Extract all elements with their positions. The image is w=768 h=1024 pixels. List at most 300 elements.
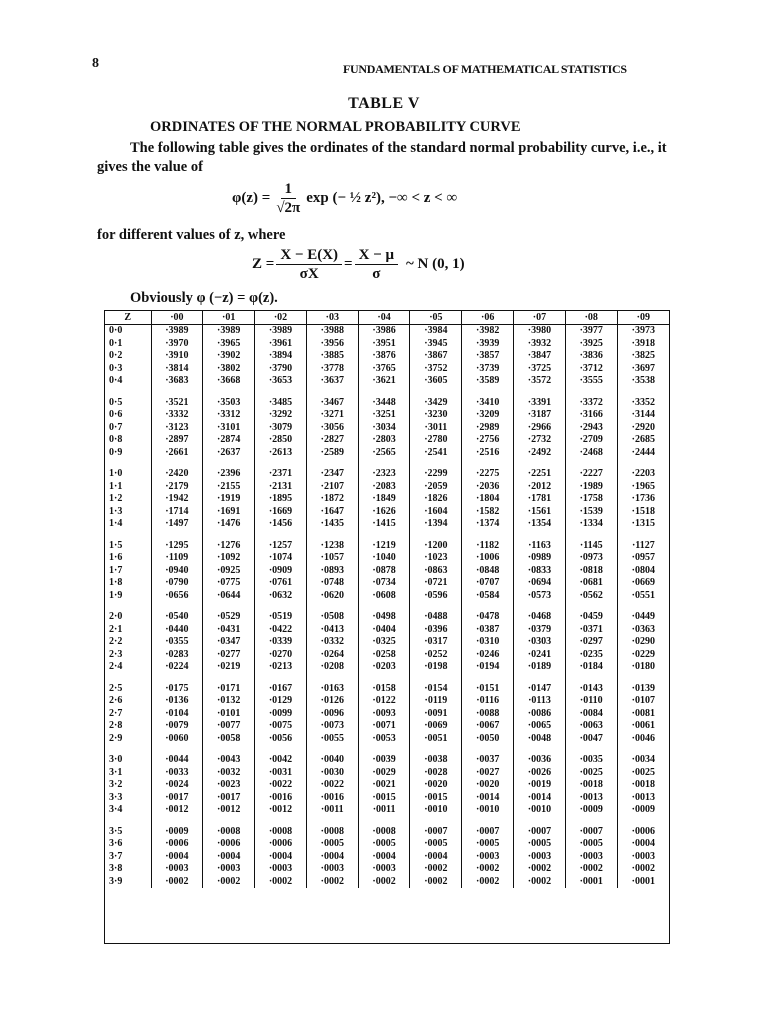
z-value-cell: 1·3	[109, 505, 123, 517]
table-row	[105, 447, 669, 460]
ordinate-cell: ·2371	[255, 459, 307, 481]
ordinate-cell: ·0060	[151, 733, 203, 746]
ordinate-cell: ·1257	[255, 531, 307, 553]
ordinate-cell: ·0016	[306, 792, 358, 805]
table-row	[105, 863, 669, 876]
ordinate-cell: ·0002	[410, 863, 462, 876]
ordinate-cell: ·0017	[151, 792, 203, 805]
ordinate-cell: ·0034	[617, 745, 669, 767]
ordinate-cell: ·0136	[151, 695, 203, 708]
page-number: 8	[92, 56, 99, 71]
ordinate-cell: ·0229	[617, 649, 669, 662]
ordinate-cell: ·2874	[203, 434, 255, 447]
table-row	[105, 577, 669, 590]
ordinate-cell: ·0413	[306, 624, 358, 637]
ordinate-cell: ·3056	[306, 422, 358, 435]
ordinate-cell: ·0790	[151, 577, 203, 590]
ordinate-cell: ·0021	[358, 779, 410, 792]
ordinate-cell: ·0562	[565, 590, 617, 603]
ordinate-cell: ·0005	[306, 838, 358, 851]
formula2-equals: =	[344, 256, 353, 272]
ordinate-cell: ·1561	[514, 506, 566, 519]
ordinate-cell: ·0893	[306, 565, 358, 578]
symmetry-note: Obviously φ (−z) = φ(z).	[130, 290, 278, 306]
ordinate-cell: ·0047	[565, 733, 617, 746]
ordinate-cell: ·3589	[462, 375, 514, 388]
ordinate-cell: ·3989	[255, 325, 307, 338]
z-value-cell: 3·5	[109, 825, 123, 837]
ordinate-cell: ·2709	[565, 434, 617, 447]
ordinate-cell: ·0129	[255, 695, 307, 708]
ordinate-cell: ·2227	[565, 459, 617, 481]
ordinate-cell: ·0001	[617, 876, 669, 889]
ordinate-cell: ·0018	[617, 779, 669, 792]
ordinate-cell: ·0035	[565, 745, 617, 767]
z-value-cell: 0·0	[109, 325, 123, 336]
ordinate-cell: ·2107	[306, 481, 358, 494]
ordinate-cell: ·0371	[565, 624, 617, 637]
formula2-rhs: ~ N (0, 1)	[405, 256, 465, 272]
column-header: ·05	[410, 311, 462, 325]
ordinate-cell: ·0707	[462, 577, 514, 590]
ordinate-cell: ·0113	[514, 695, 566, 708]
ordinate-cell: ·0002	[410, 876, 462, 889]
ordinate-cell: ·1804	[462, 493, 514, 506]
ordinate-cell: ·0016	[255, 792, 307, 805]
ordinate-cell: ·1145	[565, 531, 617, 553]
ordinate-cell: ·0004	[358, 851, 410, 864]
table-row	[105, 350, 669, 363]
ordinate-cell: ·1714	[151, 506, 203, 519]
ordinate-cell: ·0761	[255, 577, 307, 590]
z-value-cell: 2·0	[109, 611, 123, 622]
ordinate-cell: ·0404	[358, 624, 410, 637]
ordinate-cell: ·1497	[151, 518, 203, 531]
ordinate-cell: ·0449	[617, 602, 669, 624]
ordinate-cell: ·3836	[565, 350, 617, 363]
ordinate-cell: ·3209	[462, 409, 514, 422]
ordinate-cell: ·1057	[306, 552, 358, 565]
ordinate-cell: ·0061	[617, 720, 669, 733]
ordinate-cell: ·0058	[203, 733, 255, 746]
ordinate-cell: ·0184	[565, 661, 617, 674]
ordinate-cell: ·0036	[514, 745, 566, 767]
ordinate-cell: ·0025	[565, 767, 617, 780]
table-row	[105, 817, 669, 839]
ordinate-cell: ·0005	[358, 838, 410, 851]
ordinate-cell: ·0012	[203, 804, 255, 817]
ordinate-cell: ·0004	[617, 838, 669, 851]
ordinate-cell: ·0363	[617, 624, 669, 637]
ordinate-cell: ·0020	[410, 779, 462, 792]
z-value-cell: 3·2	[109, 779, 123, 790]
z-value-cell: 0·8	[109, 434, 123, 445]
formula2-lhs: Z =	[252, 256, 275, 272]
ordinate-cell: ·0002	[358, 876, 410, 889]
ordinate-cell: ·0006	[617, 817, 669, 839]
ordinate-cell: ·2036	[462, 481, 514, 494]
ordinate-cell: ·0056	[255, 733, 307, 746]
ordinate-cell: ·0632	[255, 590, 307, 603]
ordinate-cell: ·3918	[617, 338, 669, 351]
ordinate-cell: ·0075	[255, 720, 307, 733]
ordinate-cell: ·1238	[306, 531, 358, 553]
ordinate-cell: ·1295	[151, 531, 203, 553]
ordinate-cell: ·3697	[617, 363, 669, 376]
ordinate-cell: ·3945	[410, 338, 462, 351]
ordinate-cell: ·2732	[514, 434, 566, 447]
ordinate-cell: ·0804	[617, 565, 669, 578]
ordinate-cell: ·0107	[617, 695, 669, 708]
table-row	[105, 481, 669, 494]
ordinate-cell: ·0005	[462, 838, 514, 851]
ordinate-cell: ·3939	[462, 338, 514, 351]
table-row	[105, 708, 669, 721]
column-header: ·06	[462, 311, 514, 325]
ordinate-cell: ·0478	[462, 602, 514, 624]
ordinate-cell: ·2347	[306, 459, 358, 481]
ordinate-cell: ·1539	[565, 506, 617, 519]
ordinate-cell: ·2444	[617, 447, 669, 460]
ordinate-cell: ·0003	[462, 851, 514, 864]
ordinate-cell: ·0006	[151, 838, 203, 851]
table-row	[105, 792, 669, 805]
ordinate-cell: ·0198	[410, 661, 462, 674]
ordinate-cell: ·1394	[410, 518, 462, 531]
ordinate-cell: ·1109	[151, 552, 203, 565]
ordinate-cell: ·0006	[203, 838, 255, 851]
formula2-fraction-2	[355, 246, 398, 283]
ordinate-cell: ·1023	[410, 552, 462, 565]
ordinate-cell: ·0039	[358, 745, 410, 767]
ordinate-cell: ·0151	[462, 674, 514, 696]
ordinate-cell: ·0573	[514, 590, 566, 603]
ordinate-cell: ·0529	[203, 602, 255, 624]
ordinate-cell: ·3876	[358, 350, 410, 363]
ordinate-cell: ·1182	[462, 531, 514, 553]
ordinate-cell: ·0584	[462, 590, 514, 603]
ordinate-cell: ·2920	[617, 422, 669, 435]
ordinate-cell: ·0270	[255, 649, 307, 662]
ordinate-cell: ·1647	[306, 506, 358, 519]
ordinate-cell: ·1826	[410, 493, 462, 506]
ordinate-cell: ·1942	[151, 493, 203, 506]
ordinate-cell: ·0033	[151, 767, 203, 780]
ordinate-cell: ·0032	[203, 767, 255, 780]
ordinate-cell: ·1374	[462, 518, 514, 531]
ordinate-cell: ·0957	[617, 552, 669, 565]
ordinate-cell: ·0387	[462, 624, 514, 637]
column-header: ·04	[358, 311, 410, 325]
ordinate-cell: ·0203	[358, 661, 410, 674]
z-value-cell: 2·8	[109, 720, 123, 731]
ordinate-cell: ·3637	[306, 375, 358, 388]
ordinate-cell: ·2420	[151, 459, 203, 481]
z-value-cell: 2·4	[109, 661, 123, 672]
table-row	[105, 779, 669, 792]
ordinate-cell: ·0163	[306, 674, 358, 696]
ordinate-cell: ·3521	[151, 388, 203, 410]
z-value-cell: 3·8	[109, 863, 123, 874]
ordinate-cell: ·1092	[203, 552, 255, 565]
table-row	[105, 720, 669, 733]
z-value-cell: 0·5	[109, 396, 123, 408]
table-row	[105, 661, 669, 674]
z-value-cell: 2·7	[109, 707, 123, 719]
ordinate-cell: ·3503	[203, 388, 255, 410]
ordinate-cell: ·2203	[617, 459, 669, 481]
ordinate-cell: ·0002	[514, 863, 566, 876]
ordinate-cell: ·0110	[565, 695, 617, 708]
ordinate-cell: ·0091	[410, 708, 462, 721]
ordinate-cell: ·0139	[617, 674, 669, 696]
ordinate-cell: ·3166	[565, 409, 617, 422]
ordinate-cell: ·3988	[306, 325, 358, 338]
ordinate-cell: ·0031	[255, 767, 307, 780]
z-value-cell: 1·9	[109, 589, 123, 601]
ordinate-cell: ·3555	[565, 375, 617, 388]
z-value-cell: 0·3	[109, 362, 123, 374]
ordinate-cell: ·3187	[514, 409, 566, 422]
ordinate-cell: ·0065	[514, 720, 566, 733]
ordinate-cell: ·0002	[255, 876, 307, 889]
ordinate-cell: ·3271	[306, 409, 358, 422]
table-row	[105, 506, 669, 519]
ordinate-cell: ·0194	[462, 661, 514, 674]
ordinate-cell: ·3790	[255, 363, 307, 376]
z-value-cell: 1·1	[109, 480, 123, 492]
ordinate-cell: ·3467	[306, 388, 358, 410]
ordinate-cell: ·0277	[203, 649, 255, 662]
ordinate-cell: ·2803	[358, 434, 410, 447]
z-value-cell: 2·1	[109, 623, 123, 635]
ordinate-cell: ·3970	[151, 338, 203, 351]
ordinate-cell: ·0005	[410, 838, 462, 851]
ordinate-cell: ·0119	[410, 695, 462, 708]
ordinate-cell: ·1669	[255, 506, 307, 519]
ordinate-cell: ·0048	[514, 733, 566, 746]
column-header: ·02	[255, 311, 307, 325]
ordinate-cell: ·0069	[410, 720, 462, 733]
ordinate-cell: ·3352	[617, 388, 669, 410]
ordinate-cell: ·0005	[514, 838, 566, 851]
ordinate-cell: ·0252	[410, 649, 462, 662]
ordinate-cell: ·3778	[306, 363, 358, 376]
ordinate-cell: ·0355	[151, 636, 203, 649]
ordinate-cell: ·0347	[203, 636, 255, 649]
ordinate-cell: ·1872	[306, 493, 358, 506]
ordinate-cell: ·1989	[565, 481, 617, 494]
ordinate-cell: ·0158	[358, 674, 410, 696]
ordinate-cell: ·0010	[410, 804, 462, 817]
table-row	[105, 531, 669, 553]
ordinate-cell: ·0748	[306, 577, 358, 590]
ordinate-cell: ·2059	[410, 481, 462, 494]
ordinate-cell: ·0297	[565, 636, 617, 649]
table-row	[105, 338, 669, 351]
z-value-cell: 0·7	[109, 421, 123, 433]
ordinate-cell: ·0008	[255, 817, 307, 839]
table-body	[105, 325, 669, 889]
ordinate-cell: ·0001	[565, 876, 617, 889]
ordinate-cell: ·1074	[255, 552, 307, 565]
ordinate-cell: ·3372	[565, 388, 617, 410]
ordinate-cell: ·3391	[514, 388, 566, 410]
ordinate-cell: ·0086	[514, 708, 566, 721]
table-row	[105, 552, 669, 565]
ordinate-cell: ·0003	[203, 863, 255, 876]
ordinate-cell: ·1895	[255, 493, 307, 506]
ordinate-cell: ·2468	[565, 447, 617, 460]
ordinate-cell: ·0396	[410, 624, 462, 637]
ordinate-cell: ·0053	[358, 733, 410, 746]
ordinate-cell: ·0008	[306, 817, 358, 839]
ordinate-cell: ·0099	[255, 708, 307, 721]
ordinate-cell: ·0132	[203, 695, 255, 708]
table-row	[105, 422, 669, 435]
formula1-rhs: exp (− ½ z²), −∞ < z < ∞	[306, 190, 458, 206]
ordinate-cell: ·0175	[151, 674, 203, 696]
ordinate-cell: ·0009	[151, 817, 203, 839]
ordinate-cell: ·2155	[203, 481, 255, 494]
ordinate-cell: ·0046	[617, 733, 669, 746]
table-row	[105, 838, 669, 851]
ordinate-cell: ·0332	[306, 636, 358, 649]
ordinate-cell: ·0051	[410, 733, 462, 746]
ordinate-cell: ·1919	[203, 493, 255, 506]
ordinate-cell: ·3894	[255, 350, 307, 363]
ordinate-cell: ·3079	[255, 422, 307, 435]
ordinate-cell: ·3011	[410, 422, 462, 435]
ordinate-cell: ·2966	[514, 422, 566, 435]
ordinate-cell: ·1006	[462, 552, 514, 565]
ordinate-cell: ·0050	[462, 733, 514, 746]
ordinate-cell: ·0122	[358, 695, 410, 708]
ordinate-cell: ·0721	[410, 577, 462, 590]
ordinate-cell: ·1518	[617, 506, 669, 519]
ordinate-cell: ·0973	[565, 552, 617, 565]
table-row	[105, 565, 669, 578]
ordinate-cell: ·0126	[306, 695, 358, 708]
z-value-cell: 2·9	[109, 732, 123, 744]
ordinate-cell: ·0154	[410, 674, 462, 696]
ordinate-cell: ·0024	[151, 779, 203, 792]
z-value-cell: 1·8	[109, 577, 123, 588]
ordinate-cell: ·0596	[410, 590, 462, 603]
ordinate-cell: ·3448	[358, 388, 410, 410]
ordinate-cell: ·3910	[151, 350, 203, 363]
ordinate-cell: ·3867	[410, 350, 462, 363]
ordinate-cell: ·0007	[410, 817, 462, 839]
table-row	[105, 388, 669, 410]
column-header: ·00	[151, 311, 203, 325]
ordinate-cell: ·0063	[565, 720, 617, 733]
ordinate-cell: ·1040	[358, 552, 410, 565]
ordinate-cell: ·2083	[358, 481, 410, 494]
ordinate-cell: ·1626	[358, 506, 410, 519]
ordinate-cell: ·1849	[358, 493, 410, 506]
ordinate-cell: ·0071	[358, 720, 410, 733]
ordinate-cell: ·0002	[617, 863, 669, 876]
ordinate-cell: ·3951	[358, 338, 410, 351]
ordinate-cell: ·0022	[255, 779, 307, 792]
ordinate-cell: ·0055	[306, 733, 358, 746]
ordinates-grid	[105, 311, 669, 888]
ordinate-cell: ·0026	[514, 767, 566, 780]
ordinate-cell: ·0012	[151, 804, 203, 817]
table-row	[105, 624, 669, 637]
ordinate-cell: ·0042	[255, 745, 307, 767]
ordinate-cell: ·3802	[203, 363, 255, 376]
ordinate-cell: ·0023	[203, 779, 255, 792]
ordinate-cell: ·0038	[410, 745, 462, 767]
ordinate-cell: ·0180	[617, 661, 669, 674]
ordinate-cell: ·0003	[617, 851, 669, 864]
ordinate-cell: ·3814	[151, 363, 203, 376]
ordinate-cell: ·3980	[514, 325, 566, 338]
table-row	[105, 674, 669, 696]
ordinate-cell: ·3973	[617, 325, 669, 338]
ordinate-cell: ·2541	[410, 447, 462, 460]
ordinate-cell: ·3605	[410, 375, 462, 388]
z-value-cell: 3·3	[109, 791, 123, 803]
ordinate-cell: ·0009	[565, 804, 617, 817]
ordinate-cell: ·1415	[358, 518, 410, 531]
ordinate-cell: ·2613	[255, 447, 307, 460]
ordinate-cell: ·0002	[203, 876, 255, 889]
ordinate-cell: ·2661	[151, 447, 203, 460]
z-value-cell: 2·2	[109, 636, 123, 647]
table-row	[105, 363, 669, 376]
ordinate-cell: ·0551	[617, 590, 669, 603]
ordinate-cell: ·3989	[151, 325, 203, 338]
ordinate-cell: ·0878	[358, 565, 410, 578]
ordinate-cell: ·0028	[410, 767, 462, 780]
ordinate-cell: ·2299	[410, 459, 462, 481]
ordinate-cell: ·2589	[306, 447, 358, 460]
ordinate-cell: ·3144	[617, 409, 669, 422]
ordinate-cell: ·0084	[565, 708, 617, 721]
ordinate-cell: ·0008	[203, 817, 255, 839]
table-row	[105, 434, 669, 447]
ordinate-cell: ·0519	[255, 602, 307, 624]
ordinate-cell: ·2989	[462, 422, 514, 435]
ordinate-cell: ·3932	[514, 338, 566, 351]
ordinate-cell: ·0219	[203, 661, 255, 674]
ordinate-cell: ·0025	[617, 767, 669, 780]
ordinate-cell: ·1315	[617, 518, 669, 531]
ordinate-cell: ·0029	[358, 767, 410, 780]
ordinate-cell: ·3925	[565, 338, 617, 351]
ordinate-cell: ·3961	[255, 338, 307, 351]
table-row	[105, 695, 669, 708]
ordinate-cell: ·3712	[565, 363, 617, 376]
ordinate-cell: ·0002	[151, 876, 203, 889]
table-row	[105, 767, 669, 780]
ordinate-cell: ·0656	[151, 590, 203, 603]
ordinate-cell: ·0909	[255, 565, 307, 578]
ordinate-cell: ·1435	[306, 518, 358, 531]
ordinate-cell: ·0002	[306, 876, 358, 889]
ordinate-cell: ·2943	[565, 422, 617, 435]
ordinate-cell: ·0018	[565, 779, 617, 792]
ordinate-cell: ·0027	[462, 767, 514, 780]
ordinate-cell: ·0925	[203, 565, 255, 578]
ordinate-cell: ·0005	[565, 838, 617, 851]
ordinate-cell: ·0011	[306, 804, 358, 817]
ordinate-cell: ·3123	[151, 422, 203, 435]
ordinate-cell: ·3683	[151, 375, 203, 388]
